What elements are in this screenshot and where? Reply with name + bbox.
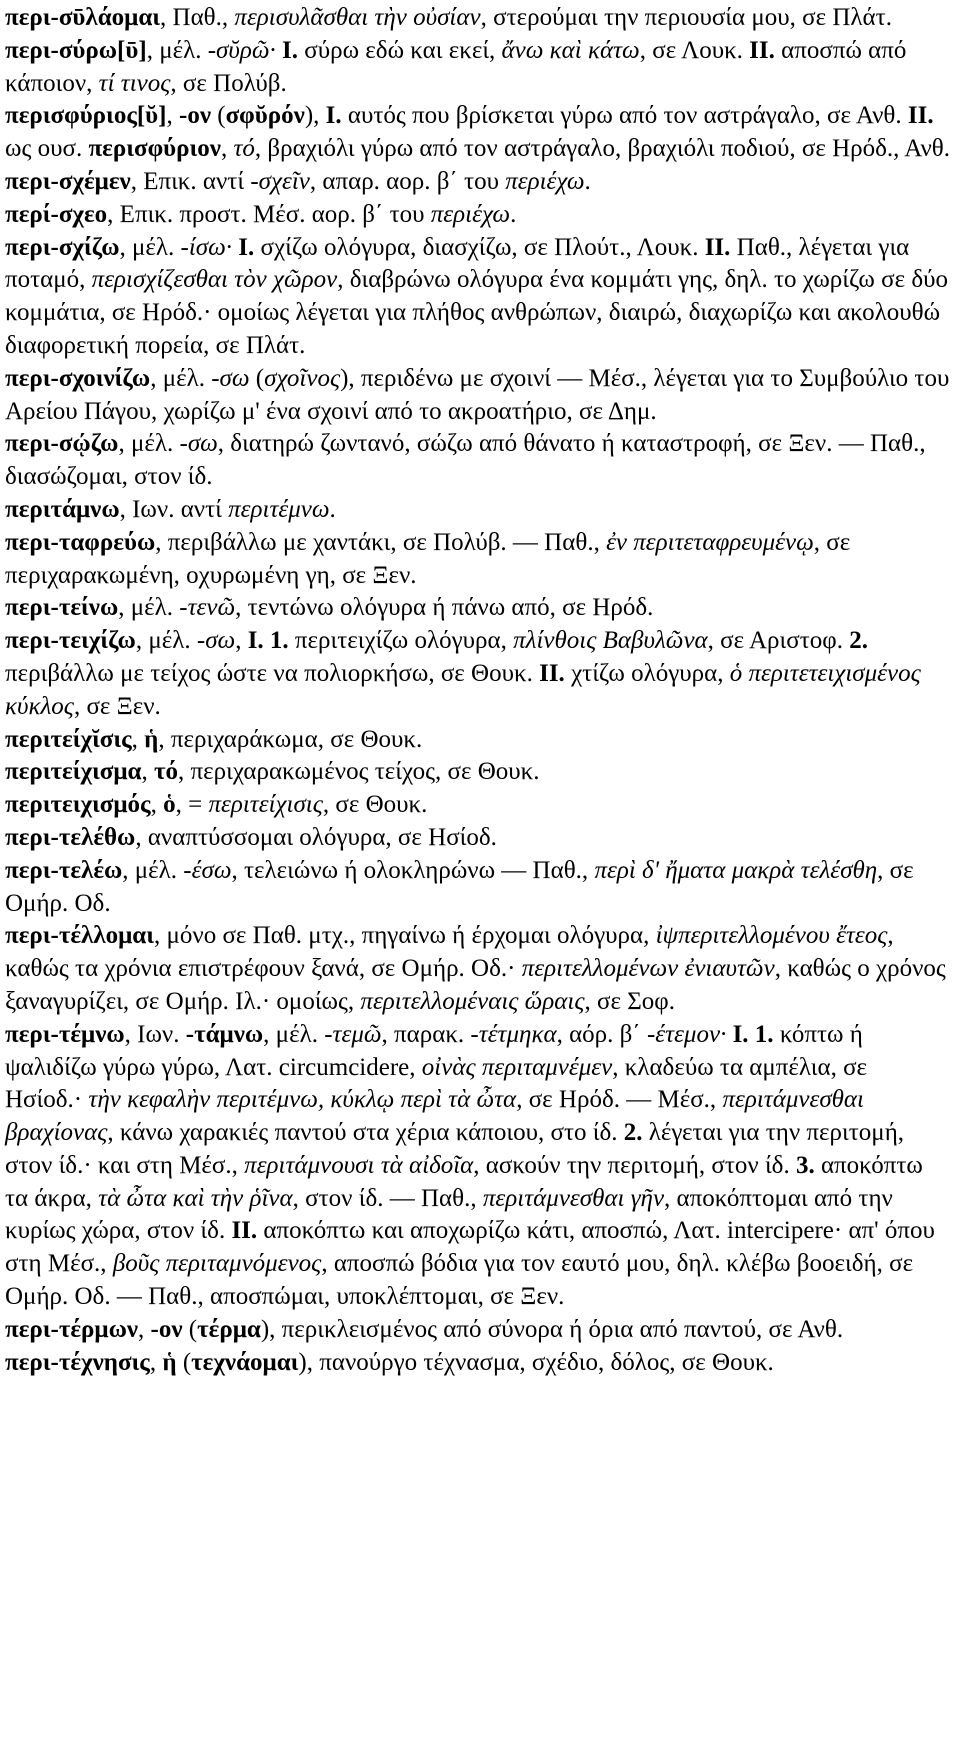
definition-text: κόπτω ή ψαλιδίζω γύρω γύρω, Λατ. circumcidere, <box>5 1020 863 1081</box>
definition-text: , τεντώνω ολόγυρα ή πάνω από, σε Ηρόδ. <box>235 594 654 622</box>
headword: περιτείχισμα <box>5 758 142 786</box>
definition-text: σχίζω ολόγυρα, διασχίζω, σε Πλούτ., Λουκ. <box>254 233 705 261</box>
greek-citation: τέτμηκα <box>478 1020 557 1048</box>
bold-marker: -ον <box>179 102 211 130</box>
definition-text: , μέλ. - <box>122 856 192 884</box>
headword: περι-σχοινίζω <box>5 364 151 392</box>
greek-citation: ἰψπεριτελλομένου ἔτεος <box>655 922 888 950</box>
bold-marker: -ον <box>150 1315 183 1343</box>
greek-citation: σχοῖνος <box>264 364 341 392</box>
definition-text: Παθ., λέγεται για ποταμό, <box>5 233 910 294</box>
lexicon-entry <box>5 920 950 1018</box>
headword: περι-τέχνησις <box>5 1348 150 1376</box>
greek-citation: ἄνω καὶ κάτω <box>501 36 640 64</box>
headword: περι-τειχίζω <box>5 627 136 655</box>
greek-citation: τό <box>233 135 255 163</box>
bold-marker: 2. <box>849 627 868 655</box>
definition-text: , αποσπώ βόδια για τον εαυτό μου, δηλ. κλέβω βοοειδή, σε Ομήρ. Οδ. — Παθ., αποσπώμαι, υποκλέπτομαι, σε Ξεν. <box>5 1250 914 1311</box>
greek-citation: περιτελλομένων ἐνιαυτῶν <box>521 955 775 983</box>
definition-text: , σε Ομήρ. Οδ. <box>5 856 914 917</box>
definition-text: , Επικ. προστ. Μέσ. αορ. β΄ του <box>107 200 431 228</box>
definition-text: , μέλ. - <box>135 627 206 655</box>
bold-marker: I. 1. <box>732 1020 774 1048</box>
bold-marker: ὁ <box>163 791 176 819</box>
greek-citation: οἰνὰς περιταμνέμεν <box>421 1053 613 1081</box>
definition-text: , Επικ. αντί - <box>130 167 259 195</box>
definition-text: . <box>584 167 591 195</box>
definition-text: , απαρ. αορ. β΄ του <box>309 167 506 195</box>
lexicon-entry <box>5 1347 950 1380</box>
greek-citation: περιέχω <box>430 200 511 228</box>
bold-marker: I. <box>238 233 255 261</box>
headword: περι-τελέω <box>5 856 123 884</box>
headword: περι-σύρω[ῡ] <box>5 36 147 64</box>
greek-citation: τενῶ <box>187 594 236 622</box>
definition-text: αποσπώ από κάποιον, <box>5 36 907 97</box>
definition-text: , αποκόπτομαι από την κυρίως χώρα, στον ίδ. <box>5 1184 893 1245</box>
definition-text: , μέλ. - <box>263 1020 333 1048</box>
greek-citation: περισυλᾶσθαι τὴν οὐσίαν <box>234 4 481 31</box>
greek-citation: περιέχω <box>505 167 585 195</box>
definition-text: ), <box>304 102 326 130</box>
definition-text: , καθώς τα χρόνια επιστρέφουν ξανά, σε Ομήρ. Οδ.· <box>5 922 894 983</box>
lexicon-entry <box>5 1314 950 1347</box>
definition-text: , σε περιχαρακωμένη, οχυρωμένη γη, σε Ξεν. <box>5 528 851 589</box>
definition-text: ( <box>249 364 265 392</box>
lexicon-entry <box>5 363 950 429</box>
definition-text: , διατηρώ ζωντανό, σώζω από θάνατο ή καταστροφή, σε Ξεν. — Παθ., διασώζομαι, στον ίδ. <box>5 430 926 491</box>
definition-text: , καθώς ο χρόνος ξαναγυρίζει, σε Ομήρ. Ιλ.· ομοίως, <box>5 955 946 1015</box>
definition-text: , Παθ., <box>160 4 235 31</box>
bold-marker: II. <box>704 233 731 261</box>
greek-citation: έτεμον· <box>655 1020 727 1048</box>
definition-text: λέγεται για την περιτομή, στον ίδ.· και στη Μέσ., <box>5 1119 905 1179</box>
headword: περι-τέμνω <box>5 1020 125 1048</box>
headword: περι-σχίζω <box>5 233 120 261</box>
bold-marker: I. 1. <box>247 627 289 655</box>
lexicon-entry <box>5 822 950 855</box>
definition-text: , αναπτύσσομαι ολόγυρα, σε Ησίοδ. <box>135 823 497 851</box>
definition-text: , <box>235 627 248 655</box>
greek-citation: περιτείχισις <box>208 791 323 819</box>
lexicon-entry <box>5 855 950 921</box>
definition-text: , <box>150 791 164 819</box>
greek-citation: περὶ δ' ἤματα μακρὰ τελέσθη <box>594 856 878 884</box>
definition-text: , σε Θουκ. <box>322 791 428 819</box>
definition-text: , σε Αριστοφ. <box>707 627 850 655</box>
headword: περιτείχῐσις <box>5 725 132 753</box>
lexicon-entry <box>5 35 950 101</box>
definition-text: αποκόπτω και αποχωρίζω κάτι, αποσπώ, Λατ. intercipere· απ' όπου στη Μέσ., <box>5 1217 935 1278</box>
bold-marker: 2. <box>623 1119 643 1147</box>
definition-text: , μέλ. - <box>150 364 220 392</box>
headword: περι-τέρμων <box>5 1315 139 1343</box>
greek-citation: περισχίζεσθαι τὸν χῶρον <box>91 266 338 294</box>
lexicon-entry <box>5 428 950 494</box>
bold-marker: ἡ <box>144 725 159 753</box>
definition-text: , σε Σοφ. <box>584 987 675 1015</box>
bold-marker: τεχνάομαι <box>191 1348 299 1376</box>
lexicon-entry <box>5 100 950 166</box>
greek-citation: τὰ ὦτα καὶ τὴν ῥῖνα <box>98 1184 293 1212</box>
definition-text: , <box>131 725 145 753</box>
lexicon-entry <box>5 199 950 232</box>
bold-marker: τό <box>154 758 179 786</box>
definition-text: , σε Πολύβ. <box>170 69 287 97</box>
definition-text: , μέλ. - <box>146 36 217 64</box>
definition-text: , στον ίδ. — Παθ., <box>292 1184 483 1212</box>
headword: περι-ταφρεύω <box>5 528 156 556</box>
definition-text: , Ιων. <box>124 1020 186 1048</box>
bold-marker: II. <box>907 102 934 130</box>
definition-text: , κάνω χαρακιές παντού στα χέρια κάποιου, στο ίδ. <box>107 1119 624 1147</box>
definition-text: , βραχιόλι γύρω από τον αστράγαλο, βραχιόλι ποδιού, σε Ηρόδ., Ανθ. <box>254 135 950 163</box>
definition-text: , Ιων. αντί <box>119 495 229 523</box>
headword: περιτάμνω <box>5 495 120 523</box>
definition-text: , <box>220 135 234 163</box>
definition-text: , περιβάλλω με χαντάκι, σε Πολύβ. — Παθ., <box>155 528 607 556</box>
greek-citation: σω <box>205 627 236 655</box>
greek-citation: ἐν περιτεταφρευμένῳ <box>606 528 814 556</box>
definition-text: , περιχαρακωμένος τείχος, σε Θουκ. <box>178 758 540 786</box>
definition-text: , μέλ. - <box>118 594 188 622</box>
headword: περι-σῴζω <box>5 430 119 458</box>
bold-marker: -τάμνω <box>185 1020 264 1048</box>
greek-citation: περιτάμνεσθαι βραχίονας <box>5 1086 865 1147</box>
greek-citation: περιτέμνω <box>228 495 330 523</box>
greek-citation: σω <box>219 364 250 392</box>
greek-citation: ὁ περιτετειχισμένος κύκλος <box>5 659 921 720</box>
definition-text: , σε Λουκ. <box>639 36 750 64</box>
definition-text: , σε Ξεν. <box>73 692 161 720</box>
definition-text: ), πανούργο τέχνασμα, σχέδιο, δόλος, σε Θουκ. <box>298 1348 774 1376</box>
definition-text: , κλαδεύω τα αμπέλια, σε Ησίοδ.· <box>5 1053 868 1114</box>
lexicon-entry <box>5 756 950 789</box>
definition-text: , <box>166 102 179 130</box>
greek-citation: περιτάμνεσθαι γῆν <box>482 1184 665 1212</box>
definition-text: , παρακ. - <box>381 1020 479 1048</box>
definition-text: , ασκούν την περιτομή, στον ίδ. <box>473 1151 796 1179</box>
definition-text: , αόρ. β΄ - <box>556 1020 656 1048</box>
definition-text: περιτειχίζω ολόγυρα, <box>288 627 514 655</box>
definition-text: . <box>510 200 517 228</box>
definition-text: σύρω εδώ και εκεί, <box>298 36 502 64</box>
definition-text: ( <box>176 1348 192 1376</box>
headword: περι-σχέμεν <box>5 167 131 195</box>
definition-text: , τελειώνω ή ολοκληρώνω — Παθ., <box>231 856 595 884</box>
headword: περισφύριος[ῠ] <box>5 102 167 130</box>
lexicon-entry <box>5 232 950 363</box>
greek-citation: πλίνθοις Βαβυλῶνα <box>513 627 708 655</box>
definition-text: ), περιδένω με σχοινί — Μέσ., λέγεται για το Συμβούλιο του Αρείου Πάγου, χωρίζω μ' ένα σχοινί από το ακροατήριο, σε Δημ. <box>5 364 950 425</box>
greek-citation: ίσω· <box>188 233 233 261</box>
definition-text: αυτός που βρίσκεται γύρω από τον αστράγαλο, σε Ανθ. <box>341 102 908 130</box>
headword: περι-τέλλομαι <box>5 922 154 950</box>
bold-marker: ἡ <box>162 1348 177 1376</box>
headword: περι-τελέθω <box>5 823 136 851</box>
definition-text: αποκόπτω τα άκρα, <box>5 1151 923 1212</box>
definition-text: , <box>141 758 154 786</box>
bold-marker: τέρμα <box>197 1315 261 1343</box>
greek-citation: τί τινος <box>98 69 171 97</box>
definition-text: , διαβρώνω ολόγυρα ένα κομμάτι γης, δηλ. το χωρίζω σε δύο κομμάτια, σε Ηρόδ.· ομοίως λέγεται για πλήθος ανθρώπων, διαιρώ, διαχωρίζω και ακολουθώ διαφορετική πορεία, σε Πλάτ. <box>5 266 949 359</box>
bold-marker: I. <box>282 36 298 64</box>
definition-text: , περιχαράκωμα, σε Θουκ. <box>158 725 423 753</box>
greek-citation: τὴν κεφαλὴν περιτέμνω, κύκλῳ περὶ τὰ ὦτα <box>88 1086 517 1114</box>
bold-marker: περισφύριον <box>88 135 221 163</box>
definition-text: , μέλ. - <box>119 233 189 261</box>
greek-citation: σχεῖν <box>258 167 310 195</box>
definition-text: , <box>138 1315 151 1343</box>
lexicon-entry <box>5 166 950 199</box>
definition-text: , σε Ηρόδ. — Μέσ., <box>516 1086 723 1114</box>
headword: περι-τείνω <box>5 594 119 622</box>
bold-marker: II. <box>749 36 775 64</box>
definition-text: ως ουσ. <box>5 135 89 163</box>
headword: περιτειχισμός <box>5 791 151 819</box>
lexicon-entry <box>5 724 950 757</box>
greek-citation: έσω <box>191 856 232 884</box>
definition-text: . <box>329 495 336 523</box>
greek-citation: περιτελλομέναις ὥραις <box>360 987 585 1015</box>
greek-citation: τεμῶ <box>332 1020 382 1048</box>
headword: περι-σῡλάομαι <box>5 4 161 31</box>
definition-text: , = <box>175 791 209 819</box>
bold-marker: σφῠρόν <box>225 102 305 130</box>
definition-text: ), περικλεισμένος από σύνορα ή όρια από παντού, σε Ανθ. <box>260 1315 844 1343</box>
lexicon-entry <box>5 527 950 593</box>
definition-text: , μόνο σε Παθ. μτχ., πηγαίνω ή έρχομαι ολόγυρα, <box>153 922 656 950</box>
greek-citation: σῠρῶ· <box>216 36 276 64</box>
headword: περί-σχεο <box>5 200 108 228</box>
definition-text: , στερούμαι την περιουσία μου, σε Πλάτ. <box>480 4 892 31</box>
lexicon-entry <box>5 494 950 527</box>
definition-text: , μέλ. - <box>118 430 188 458</box>
lexicon-entry <box>5 1019 950 1314</box>
greek-citation: βοῦς περιταμνόμενος <box>112 1250 322 1278</box>
lexicon-entry <box>5 592 950 625</box>
bold-marker: II. <box>539 659 565 687</box>
bold-marker: 3. <box>795 1151 815 1179</box>
lexicon-entry <box>5 789 950 822</box>
definition-text: χτίζω ολόγυρα, <box>564 659 730 687</box>
definition-text: ( <box>182 1315 198 1343</box>
definition-text: περιβάλλω με τείχος ώστε να πολιορκήσω, σε Θουκ. <box>5 659 540 687</box>
greek-citation: περιτάμνουσι τὰ αἰδοῖα <box>244 1151 474 1179</box>
bold-marker: I. <box>325 102 342 130</box>
greek-citation: σω <box>187 430 218 458</box>
lexicon-entry <box>5 625 950 723</box>
definition-text: , <box>149 1348 163 1376</box>
definition-text: ( <box>211 102 226 130</box>
bold-marker: II. <box>231 1217 258 1245</box>
lexicon-entry <box>5 2 950 35</box>
